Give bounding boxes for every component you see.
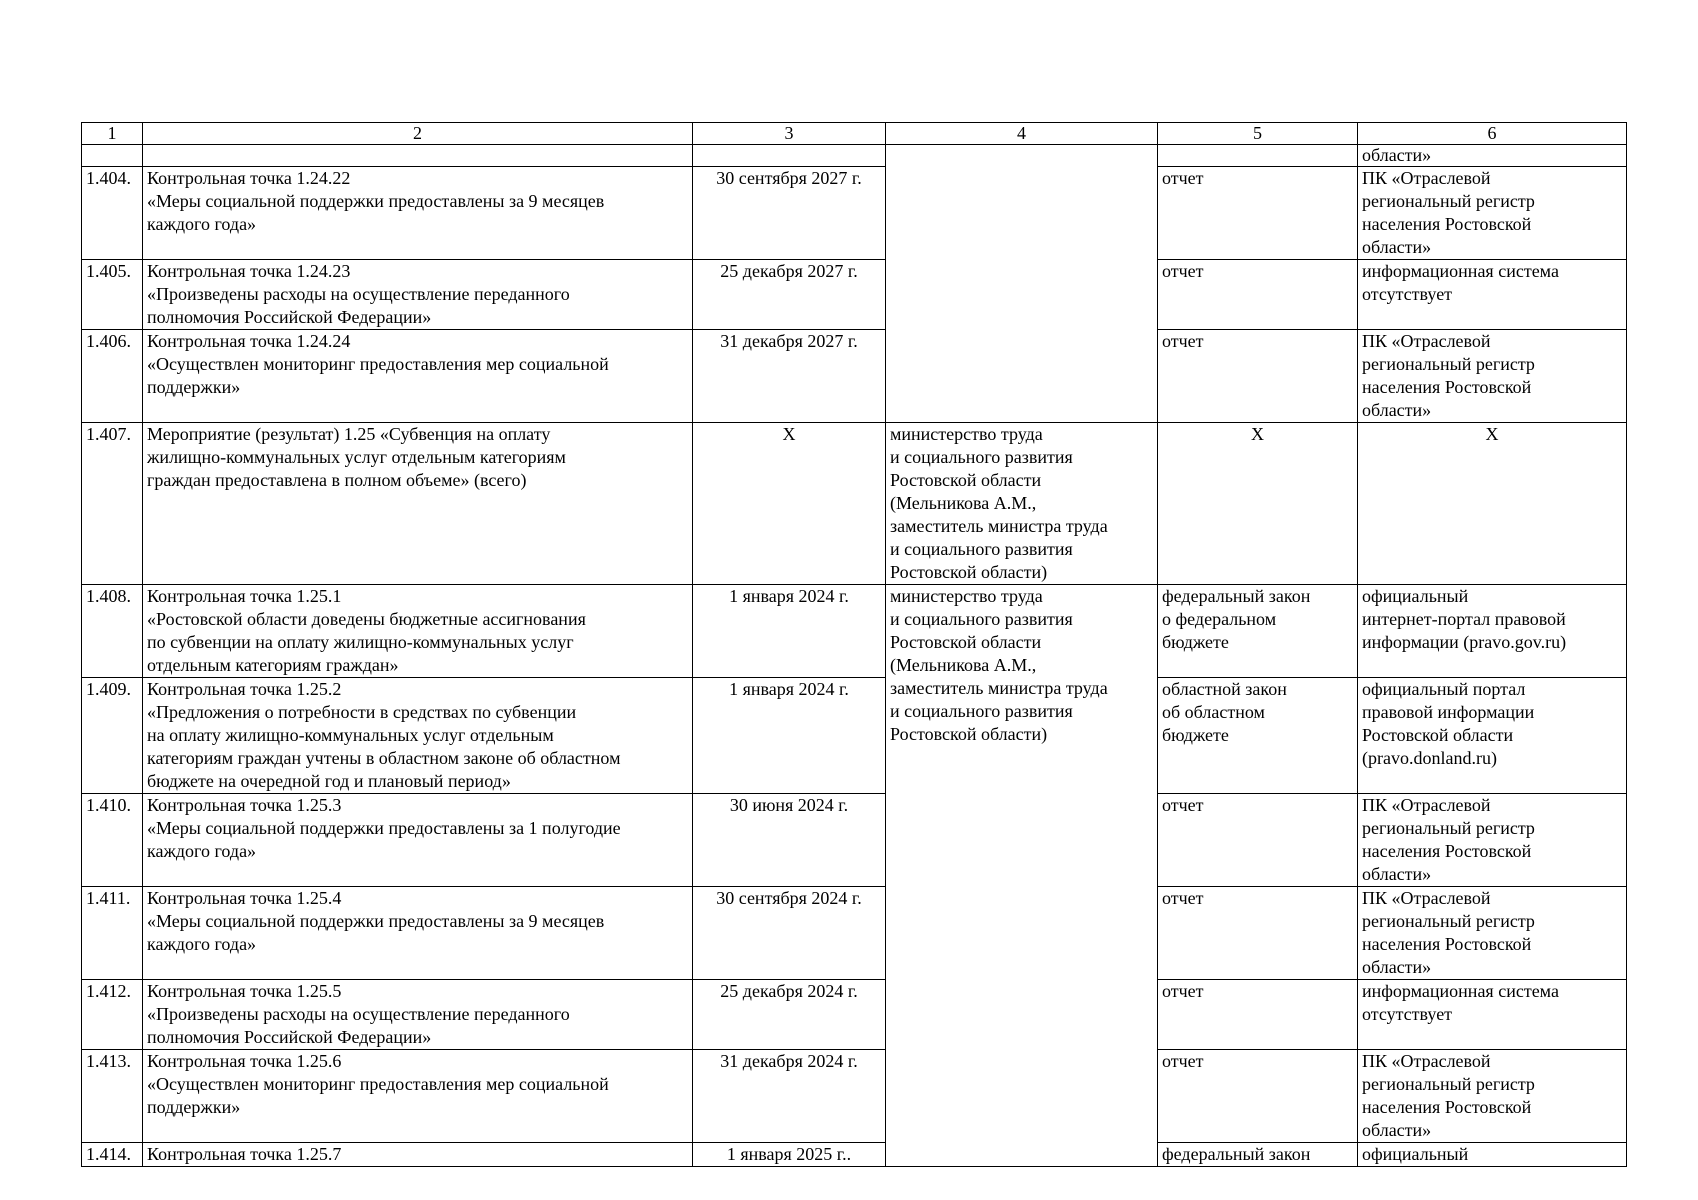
header-col-5: 5 xyxy=(1158,123,1358,145)
row-responsible-merged: министерство труда и социального развития Ростовской области (Мельникова А.М., заместитель министра труда и социального развития Ростовской области) xyxy=(886,585,1158,1167)
row-document: областной закон об областном бюджете xyxy=(1158,678,1358,794)
row-description: Мероприятие (результат) 1.25 «Субвенция на оплату жилищно-коммунальных услуг отдельным категориям граждан предоставлена в полном объеме» (всего) xyxy=(143,423,693,585)
row-date: 30 сентября 2024 г. xyxy=(693,887,886,980)
row-number: 1.409. xyxy=(82,678,143,794)
table-row xyxy=(82,167,1627,260)
header-row xyxy=(82,123,1627,145)
row-description: Контрольная точка 1.25.2 «Предложения о потребности в средствах по субвенции на оплату жилищно-коммунальных услуг отдельным категориям граждан учтены в областном законе об областном бюджете на очередной год и плановый период» xyxy=(143,678,693,794)
cell-empty xyxy=(82,145,143,167)
row-document: отчет xyxy=(1158,1050,1358,1143)
row-date: 1 января 2025 г.. xyxy=(693,1143,886,1167)
row-number: 1.410. xyxy=(82,794,143,887)
row-date: X xyxy=(693,423,886,585)
table-row xyxy=(82,980,1627,1050)
row-document: отчет xyxy=(1158,260,1358,330)
row-system: X xyxy=(1358,423,1627,585)
row-system: официальный интернет-портал правовой информации (pravo.gov.ru) xyxy=(1358,585,1627,678)
table-row xyxy=(82,330,1627,423)
row-date: 31 декабря 2027 г. xyxy=(693,330,886,423)
continuation-row xyxy=(82,145,1627,167)
table-row xyxy=(82,678,1627,794)
row-date: 30 июня 2024 г. xyxy=(693,794,886,887)
cell-responsible-empty xyxy=(886,145,1158,423)
row-responsible: министерство труда и социального развития Ростовской области (Мельникова А.М., заместитель министра труда и социального развития Ростовской области) xyxy=(886,423,1158,585)
row-system: ПК «Отраслевой региональный регистр населения Ростовской области» xyxy=(1358,794,1627,887)
row-number: 1.414. xyxy=(82,1143,143,1167)
row-date: 25 декабря 2024 г. xyxy=(693,980,886,1050)
header-col-3: 3 xyxy=(693,123,886,145)
cell-empty xyxy=(143,145,693,167)
row-description: Контрольная точка 1.24.22 «Меры социальной поддержки предоставлены за 9 месяцев каждого года» xyxy=(143,167,693,260)
row-system: официальный портал правовой информации Ростовской области (pravo.donland.ru) xyxy=(1358,678,1627,794)
row-document: отчет xyxy=(1158,330,1358,423)
row-number: 1.407. xyxy=(82,423,143,585)
row-number: 1.404. xyxy=(82,167,143,260)
row-date: 31 декабря 2024 г. xyxy=(693,1050,886,1143)
row-system: ПК «Отраслевой региональный регистр населения Ростовской области» xyxy=(1358,887,1627,980)
table-row xyxy=(82,585,1627,678)
row-document: отчет xyxy=(1158,887,1358,980)
row-date: 1 января 2024 г. xyxy=(693,585,886,678)
row-number: 1.408. xyxy=(82,585,143,678)
row-number: 1.413. xyxy=(82,1050,143,1143)
header-col-4: 4 xyxy=(886,123,1158,145)
row-document: федеральный закон о федеральном бюджете xyxy=(1158,585,1358,678)
row-description: Контрольная точка 1.25.4 «Меры социальной поддержки предоставлены за 9 месяцев каждого года» xyxy=(143,887,693,980)
table-row xyxy=(82,794,1627,887)
row-number: 1.406. xyxy=(82,330,143,423)
cell-system: области» xyxy=(1358,145,1627,167)
row-description: Контрольная точка 1.25.1 «Ростовской области доведены бюджетные ассигнования по субвенции на оплату жилищно-коммунальных услуг отдельным категориям граждан» xyxy=(143,585,693,678)
row-date: 1 января 2024 г. xyxy=(693,678,886,794)
row-document: отчет xyxy=(1158,794,1358,887)
table-row xyxy=(82,260,1627,330)
row-document: федеральный закон xyxy=(1158,1143,1358,1167)
row-number: 1.411. xyxy=(82,887,143,980)
plan-table xyxy=(81,122,1627,1167)
row-system: ПК «Отраслевой региональный регистр населения Ростовской области» xyxy=(1358,1050,1627,1143)
row-number: 1.405. xyxy=(82,260,143,330)
header-col-2: 2 xyxy=(143,123,693,145)
table-row xyxy=(82,1050,1627,1143)
row-system: ПК «Отраслевой региональный регистр населения Ростовской области» xyxy=(1358,167,1627,260)
row-system: ПК «Отраслевой региональный регистр населения Ростовской области» xyxy=(1358,330,1627,423)
row-description: Контрольная точка 1.24.24 «Осуществлен мониторинг предоставления мер социальной поддержки» xyxy=(143,330,693,423)
row-document: отчет xyxy=(1158,167,1358,260)
row-description: Контрольная точка 1.24.23 «Произведены расходы на осуществление переданного полномочия Российской Федерации» xyxy=(143,260,693,330)
row-document: X xyxy=(1158,423,1358,585)
row-date: 30 сентября 2027 г. xyxy=(693,167,886,260)
row-document: отчет xyxy=(1158,980,1358,1050)
cell-empty xyxy=(693,145,886,167)
row-system: информационная система отсутствует xyxy=(1358,980,1627,1050)
table-row xyxy=(82,423,1627,585)
row-description: Контрольная точка 1.25.5 «Произведены расходы на осуществление переданного полномочия Российской Федерации» xyxy=(143,980,693,1050)
table-row xyxy=(82,1143,1627,1167)
row-description: Контрольная точка 1.25.6 «Осуществлен мониторинг предоставления мер социальной поддержки» xyxy=(143,1050,693,1143)
row-date: 25 декабря 2027 г. xyxy=(693,260,886,330)
row-system: информационная система отсутствует xyxy=(1358,260,1627,330)
row-system: официальный xyxy=(1358,1143,1627,1167)
row-number: 1.412. xyxy=(82,980,143,1050)
table-row xyxy=(82,887,1627,980)
row-description: Контрольная точка 1.25.3 «Меры социальной поддержки предоставлены за 1 полугодие каждого года» xyxy=(143,794,693,887)
cell-empty xyxy=(1158,145,1358,167)
header-col-1: 1 xyxy=(82,123,143,145)
row-description: Контрольная точка 1.25.7 xyxy=(143,1143,693,1167)
header-col-6: 6 xyxy=(1358,123,1627,145)
